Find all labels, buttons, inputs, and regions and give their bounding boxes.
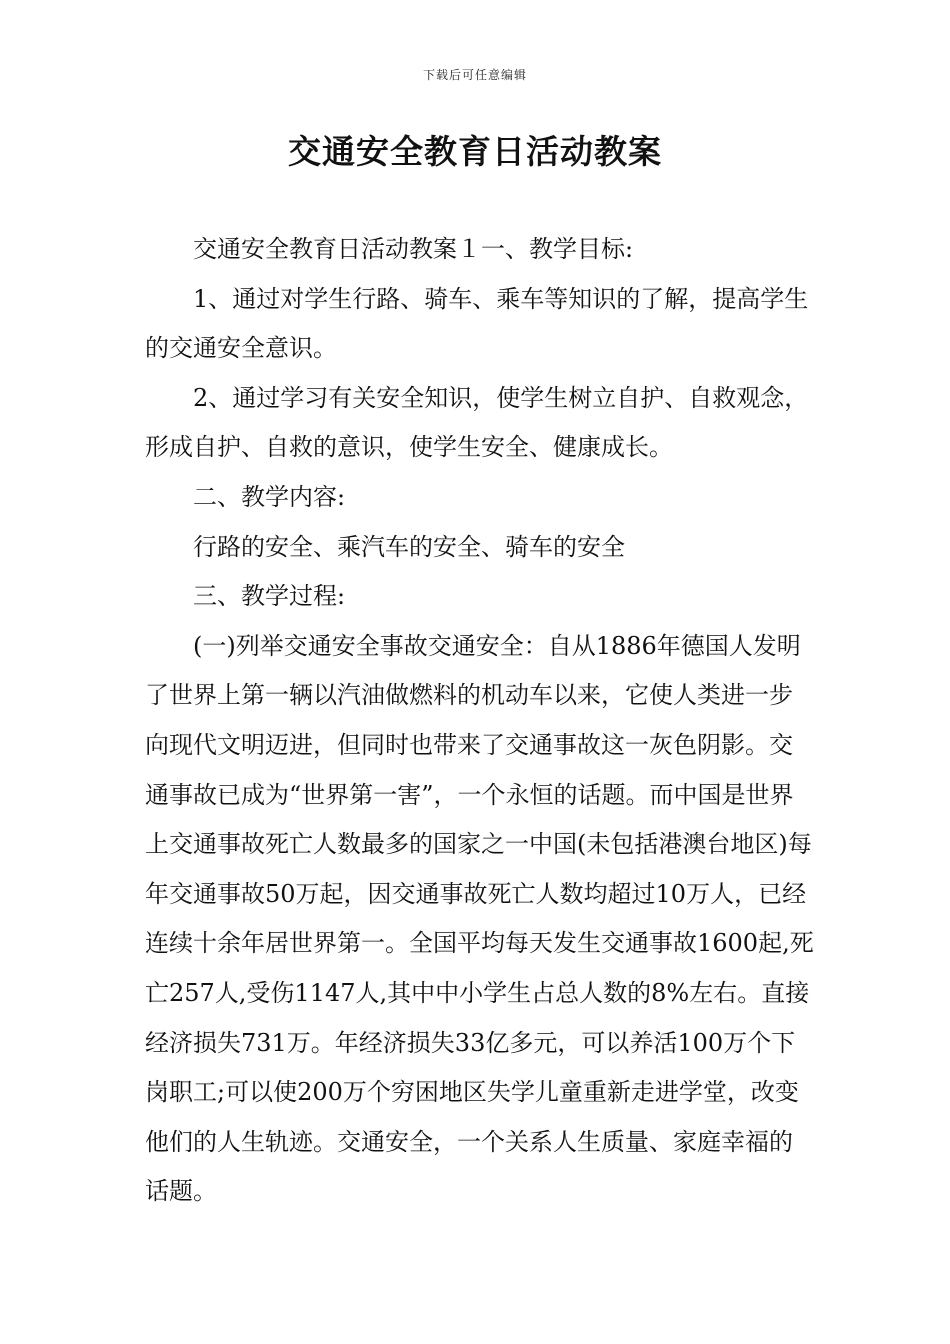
paragraph-process-1: (一)列举交通安全事故交通安全：自从1886年德国人发明了世界上第一辆以汽油做燃料的机动车以来，它使人类进一步向现代文明迈进，但同时也带来了交通事故这一灰色阴影。交通事故已成为“世界第一害”，一个永恒的话题。而中国是世界上交通事故死亡人数最多的国家之一中国(未包括港澳台地区)每年交通事故50万起，因交通事故死亡人数均超过10万人，已经连续十余年居世界第一。全国平均每天发生交通事故1600起,死亡257人,受伤1147人,其中中小学生占总人数的8%左右。直接经济损失731万。年经济损失33亿多元，可以养活100万个下岗职工;可以使200万个穷困地区失学儿童重新走进学堂，改变他们的人生轨迹。交通安全，一个关系人生质量、家庭幸福的话题。 [145, 631, 814, 1206]
header-note: 下载后可任意编辑 [422, 68, 527, 82]
document-title: 交通安全教育日活动教案 [288, 132, 662, 171]
paragraph-content: 行路的安全、乘汽车的安全、骑车的安全 [193, 532, 625, 561]
paragraph-intro: 交通安全教育日活动教案１一、教学目标: [193, 235, 634, 263]
paragraph-goal-1: 1、通过对学生行路、骑车、乘车等知识的了解，提高学生的交通安全意识。 [145, 284, 809, 363]
document-body [145, 225, 815, 1217]
paragraph-goal-2: 2、通过学习有关安全知识，使学生树立自护、自救观念，形成自护、自救的意识，使学生安全、健康成长。 [145, 383, 809, 462]
paragraph-process-heading: 三、教学过程: [193, 582, 346, 611]
paragraph-content-heading: 二、教学内容: [193, 482, 346, 511]
